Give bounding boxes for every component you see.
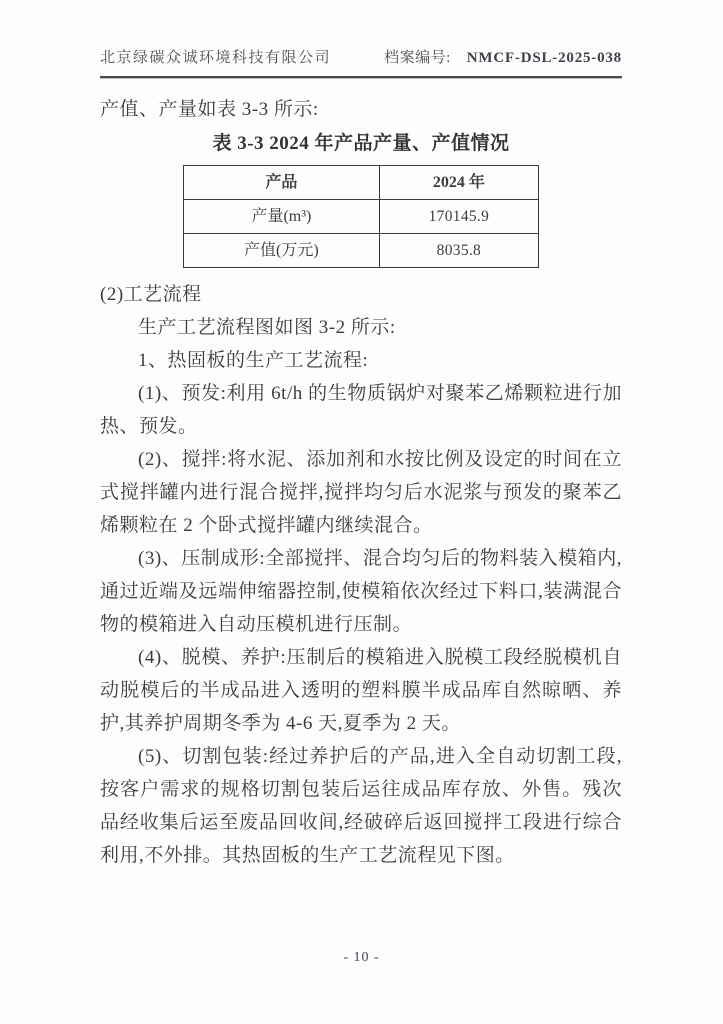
paragraph-prefoaming: (1)、预发:利用 6t/h 的生物质锅炉对聚苯乙烯颗粒进行加热、预发。 [100,383,622,437]
table-cell-output-value: 170145.9 [379,200,538,234]
archive-info [384,46,622,67]
page-number: - 10 - [343,950,380,965]
header-rule [100,76,622,78]
table-cell-output-label: 产量(m³) [184,200,380,234]
page-footer [0,950,723,966]
production-table [183,165,539,268]
paragraph-pressing: (3)、压制成形:全部搅拌、混合均匀后的物料装入模箱内,通过近端及远端伸缩器控制,使模箱依次经过下料口,装满混合物的模箱进入自动压模机进行压制。 [100,548,622,635]
company-name: 北京绿碳众诚环境科技有限公司 [100,50,332,66]
table-header-row [184,166,539,200]
document-body [100,93,622,872]
paragraph-demolding-curing: (4)、脱模、养护:压制后的模箱进入脱模工段经脱模机自动脱模后的半成品进入透明的塑料膜半成品库自然晾晒、养护,其养护周期冬季为 4-6 天,夏季为 2 天。 [100,647,622,734]
paragraph-cutting-packing: (5)、切割包装:经过养护后的产品,进入全自动切割工段,按客户需求的规格切割包装后运往成品库存放、外售。残次品经收集后运至废品回收间,经破碎后返回搅拌工段进行综合利用,不外排。其热固板的生产工艺流程见下图。 [100,746,622,866]
archive-number: NMCF-DSL-2025-038 [466,50,622,66]
table-row [184,234,539,268]
table-row [184,200,539,234]
archive-label: 档案编号: [384,50,451,66]
table-title: 表 3-3 2024 年产品产量、产值情况 [212,133,510,154]
intro-paragraph: 产值、产量如表 3-3 所示: [100,99,319,120]
table-cell-value-value: 8035.8 [379,234,538,268]
section-line-figure-ref: 生产工艺流程图如图 3-2 所示: [138,317,396,338]
table-header-year: 2024 年 [379,166,538,200]
section-line-board-process: 1、热固板的生产工艺流程: [138,350,369,371]
table-cell-value-label: 产值(万元) [184,234,380,268]
table-header-product: 产品 [184,166,380,200]
section-heading-process: (2)工艺流程 [100,284,202,305]
page-header [100,46,622,67]
paragraph-mixing: (2)、搅拌:将水泥、添加剂和水按比例及设定的时间在立式搅拌罐内进行混合搅拌,搅拌均匀后水泥浆与预发的聚苯乙烯颗粒在 2 个卧式搅拌罐内继续混合。 [100,449,622,536]
